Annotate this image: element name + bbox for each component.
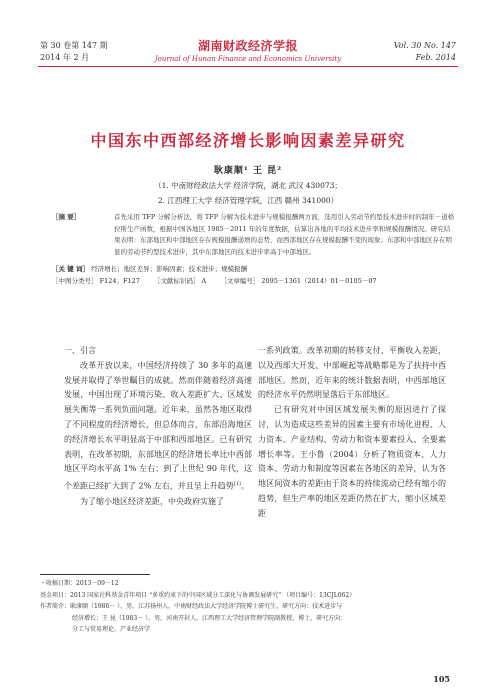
volume-issue-en: Vol. 30 No. 147 — [393, 41, 456, 50]
affiliation-2: 2. 江西理工大学 经济管理学院，江西 赣州 341000） — [157, 196, 339, 205]
fund-note: 基金项目：2013 国家社科基金青年项目 “多重约束下的中国区域分工深化与协调发展研究” （项目编号：13CJL062） — [40, 591, 356, 599]
body-column-left — [64, 344, 252, 509]
body-column-right — [258, 344, 446, 522]
received-date: ・收稿日期：2013－09－12 — [40, 580, 119, 587]
author-bio-cont: 经济增长；王 昆（1983－ ），男，河南开封人，江西理工大学经济管理学院副教授，博士，研究方向： — [72, 614, 347, 622]
paragraph-text: 改革开放以来，中国经济持续了 30 多年的高速发展并取得了举世瞩目的成就。然而伴随着经济高速发展，中国出现了环境污染、收入差距扩大、区域发展失衡等一系列负面问题。近年来，虽然各地区取得了不同程度的经济增长，但总体而言，东部沿海地区的经济增长水平明显高于中部和西部地区。已有研究表明，在改革初期，东部地区的经济增长率比中西部地区平均水平高 1% 左右；到了上世纪 90 年代，这个差距已经扩大到了 2% 左右，并且呈上升趋势 — [64, 360, 252, 491]
citation-ref[interactable]: [1] — [233, 481, 241, 488]
section-heading: 一、引言 — [64, 346, 96, 355]
abstract-block — [40, 212, 456, 258]
keywords-block — [40, 264, 456, 275]
article-number: ［文章编号］ 2095－1361（2014）01－0105－07 — [220, 277, 377, 285]
journal-name-en: Journal of Hunan Finance and Economics University — [154, 55, 342, 63]
class-number: ［中图分类号］ F124；F127 — [52, 277, 140, 285]
keywords-label: ［关 键 词］ — [52, 265, 90, 273]
footnote-rule — [40, 574, 150, 575]
document-code: ［文献标识码］ A — [153, 277, 207, 285]
abstract-label: ［摘 要］ — [52, 213, 81, 221]
article-title: 中国东中西部经济增长影响因素差异研究 — [90, 131, 406, 150]
author-bio-cont: 分工与贸易理论、产业经济学 — [72, 626, 151, 633]
affiliation-1: （1. 中南财经政法大学 经济学院，湖北 武汉 430073； — [154, 181, 342, 190]
page-number: 105 — [433, 674, 450, 684]
author-bio: 作者简介：耿康顺（1986－ ），男，江苏扬州人，中南财经政法大学经济学院博士研究生，研究方向：技术进步与 — [40, 603, 343, 610]
header-center — [140, 38, 356, 65]
date-en: Feb. 2014 — [415, 53, 456, 62]
volume-issue-cn: 第 30 卷第 147 期 — [40, 41, 108, 50]
paragraph — [64, 359, 252, 495]
journal-name-cn: 湖南财政经济学报 — [197, 39, 298, 53]
paragraph: 一系列政策。改革初期的转移支付、平衡收入差距，以及西部大开发、中部崛起等战略都是为了扶持中西部地区。然而，近年来的统计数据表明，中西部地区的经济水平仍然明显落后于东部地区。 — [258, 346, 446, 400]
keywords-text: 经济增长；地区差异；影响因素；技术进步；规模报酬 — [91, 265, 248, 273]
abstract-text: 首先采用 TFP 分解分析法，将 TFP 分解为技术进步与规模报酬两方面，选用引入劳动节约型技术进步时的制年－道格拉斯生产函数，根据中国各地区 1985－2011 年的年度数据，估算出各地的平均技术进步率和规模报酬情况。研究结果表明：东部地区和中部地区存在规模报酬递增的态势，而西部地区存在规模报酬不变的现象；东部和中部地区存在明显的劳动节约型技术进步，其中东部地区的技术进步率高于中部地区。 — [114, 213, 455, 256]
header-right — [394, 40, 456, 64]
date-cn: 2014 年 2 月 — [40, 53, 90, 62]
header-rule — [38, 66, 458, 67]
author-line: 耿康顺¹ 王 昆² — [213, 166, 283, 176]
footnotes — [40, 578, 460, 636]
classification-line — [40, 276, 456, 287]
paragraph: 为了缩小地区经济差距，中央政府实施了 — [80, 496, 224, 506]
paragraph: 已有研究对中国区域发展失衡的原因进行了探讨，认为造成这些差异的因素主要有市场化进程、人力资本、产业结构、劳动力和资本要素投入、全要素增长率等。王小鲁（2004）分析了物质资本、人力资本、劳动力和制度等因素在各地区的差异，认为各地区间资本的差距由于资本的持续流动已经有缩小的趋势，但生产率的地区差距仍然在扩大，缩小区域差距 — [258, 405, 446, 518]
paragraph-end: 。 — [240, 481, 249, 491]
header-left — [40, 40, 108, 64]
